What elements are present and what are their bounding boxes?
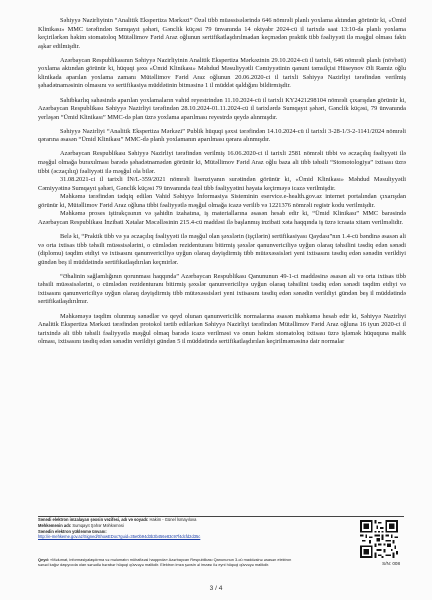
verification-link[interactable]: http://e-mehkeme.gov.az/Signed/ShowEDoc?guid=35e0b94d3b3b456e83c97f4dcfd2d35c: [38, 534, 201, 540]
document-body: [38, 17, 406, 347]
signature-footer: [38, 516, 404, 571]
document-serial: S/N: 008: [382, 561, 400, 566]
check-label: Sənədin elektron yüklənmə ünvanı:: [38, 528, 107, 534]
paragraph: Səhiyyə Nazirliyi “Analitik Ekspertiza Mərkəzi” Publik hüquqi şəxsi tərəfindən 14.10.2024-cü il tarixli 3-28-1/3-2-1141/2024 nömrəli qərarına əsasən “Ümid Klinikası” MMC-də planlı yoxlamanın aparılması qərara alınmışdır.: [38, 127, 406, 144]
paragraph: Sahibkarlıq sahəsində aparılan yoxlamaların vahid reyestrindən 11.10.2024-cü il tarixli KY2421298104 nömrəli çıxarışdan görünür ki, Azərbaycan Respublikası Səhiyyə Nazirliyi tərəfindən 28.10.2024-01.11.2024-cü il tarixlərdə Sumqayıt şəhəri, Gənclik küçəsi, 79 ünvanında yerləşən “Ümid Klinikası” MMC-də plan üzrə yoxlama aparılması reyestrdə qeydə alınmışdır.: [38, 96, 406, 121]
note-text: «Məlumat, informasiyalaşdırma və məlumatın mühafizəsi haqqında» Azərbaycan Respublikası Qanununun 3-cü maddəsinə əsasən elektron sənəd kağız daşıyıcıda olan sənədlə bərabər hüquqi qüvvəyə malikdir. Elektron imza şəxsin əl imzası ilə eyni hüquqi qüvvəyə malikdir.: [38, 557, 292, 568]
paragraph: Belə ki, “Praktik tibb və ya əczaçılıq fəaliyyəti ilə məşğul olan şəxslərin (işçilərin) sertifikasiyası Qaydası”nın 1.4-cü bəndinə əsasən ali və orta ixtisas tibb təhsili müəssisələrini, o cümlədən rezidenturanı bitirmiş şəxslər qanunvericiliyə uyğun olaraq təhsilini təsdiq edən sənədi (diplomu) təqdim etdiyi və ixtisasını qanunvericiliyə uyğun olaraq dəyişdirmiş tibb mütəxəssisləri yeni ixtisasını təsdiq edən sənədin verildiyi gündən beş il müddətində sertifikatlaşdırılan keçmirlər.: [38, 233, 406, 266]
legal-note: [38, 557, 293, 567]
paragraph: 31.08.2021-ci il tarixli İN/L-359/2021 nömrəli lisenziyanın surətindən görünür ki, «Ümid Klinikası» Məhdud Məsuliyyətli Cəmiyyətinə Sumqayıt şəhəri, Gənclik küçəsi 79 ünvanında özəl tibb fəaliyyətini həyata keçirməyə icazə verilmişdir.: [38, 176, 406, 192]
paragraph: Azərbaycan Respublikasının Səhiyyə Nazirliyinin Analitik Ekspertiza Mərkəzinin 29.10.2024-cü il tarixli, 646 nömrəli planlı (növbəti) yoxlama aktından görünür ki, hüquqi şəxs «Ümid Klinikası» Məhdud Məsuliyyətli Cəmiyyətinin qanuni təmsilçisi Hüseynov Əli Ramiz oğlu klinikada aparılan yoxlama zamanı Mütəllimov Fərid Araz oğlunun 20.06.2020-ci il tarixli Səhiyyə Nazirliyi tərəfindən verilmiş şəhadətnaməsinin olmasını və sertifikasiya müddətinin bitməsinə 1 il müddət qaldığını bildirmişdir.: [38, 56, 406, 90]
paragraph: Səhiyyə Nazirliyinin “Analitik Ekspertiza Mərkəzi” Özəl tibb müəssisələrində 646 nömrəli planlı yoxlama aktından görünür ki, «Ümid Klinikası» MMC tərəfindən Sumqayıt şəhəri, Gənclik küçəsi 79 ünvanında 14 oktyabr 2024-cü il tarixdə saat 13:10-da planlı yoxlama keçirilərkən həkim stomatoloq Mütəllimov Fərid Araz oğlunun sertifikatlaşdırılmadan keçmədən praktik tibb fəaliyyəti ilə məşğul olması faktı aşkar edilmişdir.: [38, 17, 406, 50]
page-number: 3 / 4: [209, 585, 223, 592]
paragraph: “Əhalinin sağlamlığının qorunması haqqında” Azərbaycan Respublikası Qanununun 49-1-ci maddəsinə əsasən ali və orta ixtisas tibb təhsili müəssisələrini, o cümlədən rezidenturanı bitirmiş şəxslər qanunvericiliyə uyğun olaraq təhsilini təsdiq edən sənədi təqdim etdiyi və ixtisasını qanunvericiliyə uyğun olaraq dəyişdirmiş tibb mütəxəssisləri yeni ixtisasını təsdiq edən sənədin verildiyi gündən beş il müddətində sertifikatlaşdırılmır.: [38, 272, 406, 306]
qr-code-icon: [360, 520, 398, 558]
court-value: Sumqayıt Şəhər Məhkəməsi: [72, 522, 124, 528]
signer-value: Hakim - Günel İsmayılova: [149, 517, 197, 522]
paragraph: Azərbaycan Respublikası Səhiyyə Nazirliyi tərəfindən verilmiş 16.06.2020-ci il tarixli 2581 nömrəli tibbi və əczaçılıq fəaliyyəti ilə məşğul olmağa buraxılması barədə şəhadətnamədən görünür ki, Mütəllimov Fərid Araz oğlu baza ali tibb təhsili “Stomotologiya” ixtisası üzrə tibbi (əczaçılıq) fəaliyyəti ilə məşğul ola bilər.: [38, 150, 406, 175]
paragraph: Məhkəmə proses iştirakçısının və şahidin izahatına, iş materiallarına əsasən hesab edir ki, “Ümid Klinikası” MMC barəsində Azərbaycan Respublikası İnzibati Xətalar Məcəlləsinin 215.4-cü maddəsi ilə başlanmış inzibati xəta haqqında iş üzrə icraata xitam verilməlidir.: [38, 210, 406, 226]
signer-label: Sənədi elektron imzalayan şəxsin vəzifəsi, adı və soyadı:: [38, 517, 149, 522]
paragraph: Məhkəməyə təqdim olunmuş sənədlər və qeyd olunan qanunvericilik normalarına əsasən məhkəmə hesab edir ki, Səhiyyə Nazirliyi Analitik Ekspertiza Mərkəzi tərəfindən protokol tərtib edilərkən Səhiyyə Nazirliyi tərəfindən Mütəllimov Fərid Araz oğluna 16 iyun 2020-ci il tarixində ali tibb təhsili fəaliyyətlə məşğul olmaq barədə icazə verilməsi və onun həkim stomatoloq ixtisası üzrə işləmək hüququna malik olması, ixtisasını təsdiq edən sənədin verildiyi gündən 5 il müddətində sertifikatlaşdırılan keçirilməməsinə dair normalar: [38, 312, 406, 346]
court-label: Məhkəmənin adı:: [38, 522, 72, 528]
note-prefix: Qeyd:: [38, 557, 50, 562]
paragraph: Məhkəmə tərəfindən tədqiq edilən Vahid Səhiyyə İnformasiya Sisteminin eservice.e-health.gov.az internet portalından çıxarışdan görünür ki, Mütəllimov Fərid Araz oğluna tibbi fəaliyyətlə məşğul olmağa icazə verilib və 1221376 nömrəli registr kodu verilmişdir.: [38, 193, 406, 209]
